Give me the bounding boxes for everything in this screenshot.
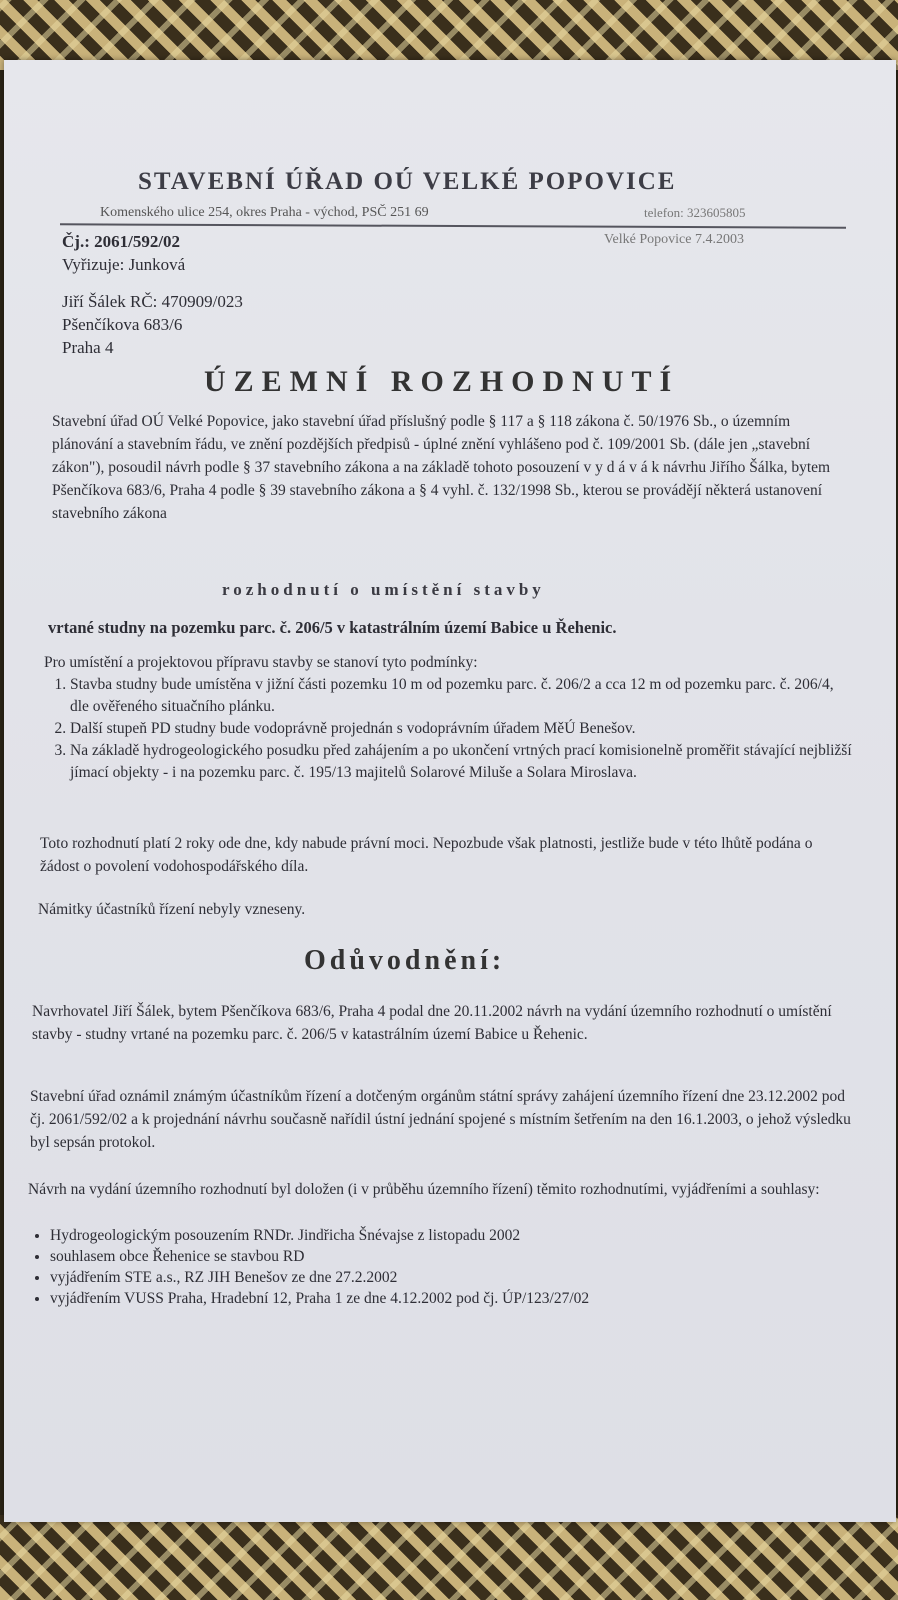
reasoning-paragraph-3: Návrh na vydání územního rozhodnutí byl doložen (i v průběhu územního řízení) těmito rozhodnutími, vyjádřeními a souhlasy: (28, 1181, 820, 1198)
decision-subject: vrtané studny na pozemku parc. č. 206/5 v katastrálním území Babice u Řehenic. (48, 618, 617, 637)
conditions-list (44, 674, 854, 784)
office-header: STAVEBNÍ ÚŘAD OÚ VELKÉ POPOVICE (138, 168, 677, 195)
attachments-block (24, 1225, 854, 1309)
attachment-item: • souhlasem obce Řehenice se stavbou RD (50, 1246, 854, 1267)
recipient-street: Pšenčíkova 683/6 (62, 315, 183, 334)
attachments-list (24, 1225, 854, 1309)
recipient-city: Praha 4 (62, 338, 114, 357)
reasoning-paragraph-2: Stavební úřad oznámil známým účastníkům řízení a dotčeným orgánům státní správy zahájení územního řízení dne 23.12.2002 pod čj. 2061/592/02 a k projednání návrhu současně nařídil ústní jednání spojené s místním šetřením na den 16.1.2003, o jehož výsledku byl sepsán protokol. (30, 1088, 851, 1151)
condition-item: 2. Další stupeň PD studny bude vodoprávně projednán s vodoprávním úřadem MěÚ Benešov. (70, 718, 854, 740)
paper-sheet (4, 60, 896, 1522)
condition-item: 3. Na základě hydrogeologického posudku před zahájením a po ukončení vrtných prací komisionelně proměřit stávající nejbližší jímací objekty - i na pozemku parc. č. 195/13 majitelů Solarové Miluše a Solara Miroslava. (70, 740, 854, 784)
validity-paragraph: Toto rozhodnutí platí 2 roky ode dne, kdy nabude právní moci. Nepozbude však platnosti, jestliže bude v této lhůtě podána o žádost o povolení vodohospodářského díla. (40, 835, 813, 875)
attachment-item: • vyjádřením STE a.s., RZ JIH Benešov ze dne 27.2.2002 (50, 1267, 854, 1288)
condition-item: 1. Stavba studny bude umístěna v jižní části pozemku 10 m od pozemku parc. č. 206/2 a cca 12 m od pozemku parc. č. 206/4, dle ověřeného situačního plánku. (70, 674, 854, 718)
tablecloth-bottom (0, 1515, 898, 1600)
objections-paragraph: Námitky účastníků řízení nebyly vzneseny. (38, 901, 306, 918)
office-phone: telefon: 323605805 (644, 205, 746, 220)
attachment-item: • vyjádřením VUSS Praha, Hradební 12, Praha 1 ze dne 4.12.2002 pod čj. ÚP/123/27/02 (50, 1288, 854, 1309)
handler: Vyřizuje: Junková (62, 255, 186, 274)
header-rule (60, 223, 846, 228)
document-title: ÚZEMNÍ ROZHODNUTÍ (204, 365, 680, 398)
reasoning-title: Odůvodnění: (304, 945, 506, 976)
reference-number: Čj.: 2061/592/02 (62, 232, 181, 251)
document (4, 60, 896, 1522)
office-address: Komenského ulice 254, okres Praha - východ, PSČ 251 69 (100, 205, 429, 220)
conditions-intro: Pro umístění a projektovou přípravu stavby se stanoví tyto podmínky: (44, 654, 478, 671)
document-date: Velké Popovice 7.4.2003 (604, 232, 744, 247)
conditions-block (44, 652, 854, 784)
reasoning-paragraph-1: Navrhovatel Jiří Šálek, bytem Pšenčíkova 683/6, Praha 4 podal dne 20.11.2002 návrh na vydání územního rozhodnutí o umístění stavby - studny vrtané na pozemku parc. č. 206/5 v katastrálním území Babice u Řehenic. (32, 1003, 832, 1043)
recipient-name: Jiří Šálek RČ: 470909/023 (62, 292, 243, 311)
attachment-item: • Hydrogeologickým posouzením RNDr. Jindřicha Šnévajse z listopadu 2002 (50, 1225, 854, 1246)
decision-title: rozhodnutí o umístění stavby (222, 580, 545, 599)
intro-paragraph: Stavební úřad OÚ Velké Popovice, jako stavební úřad příslušný podle § 117 a § 118 zákona č. 50/1976 Sb., o územním plánování a stavebním řádu, ve znění pozdějších předpisů - úplné znění vyhlášeno pod č. 109/2001 Sb. (dále jen „stavební zákon"), posoudil návrh podle § 37 stavebního zákona a na základě tohoto posouzení v y d á v á k návrhu Jiřího Šálka, bytem Pšenčíkova 683/6, Praha 4 podle § 39 stavebního zákona a § 4 vyhl. č. 132/1998 Sb., kterou se provádějí některá ustanovení stavebního zákona (52, 413, 831, 522)
